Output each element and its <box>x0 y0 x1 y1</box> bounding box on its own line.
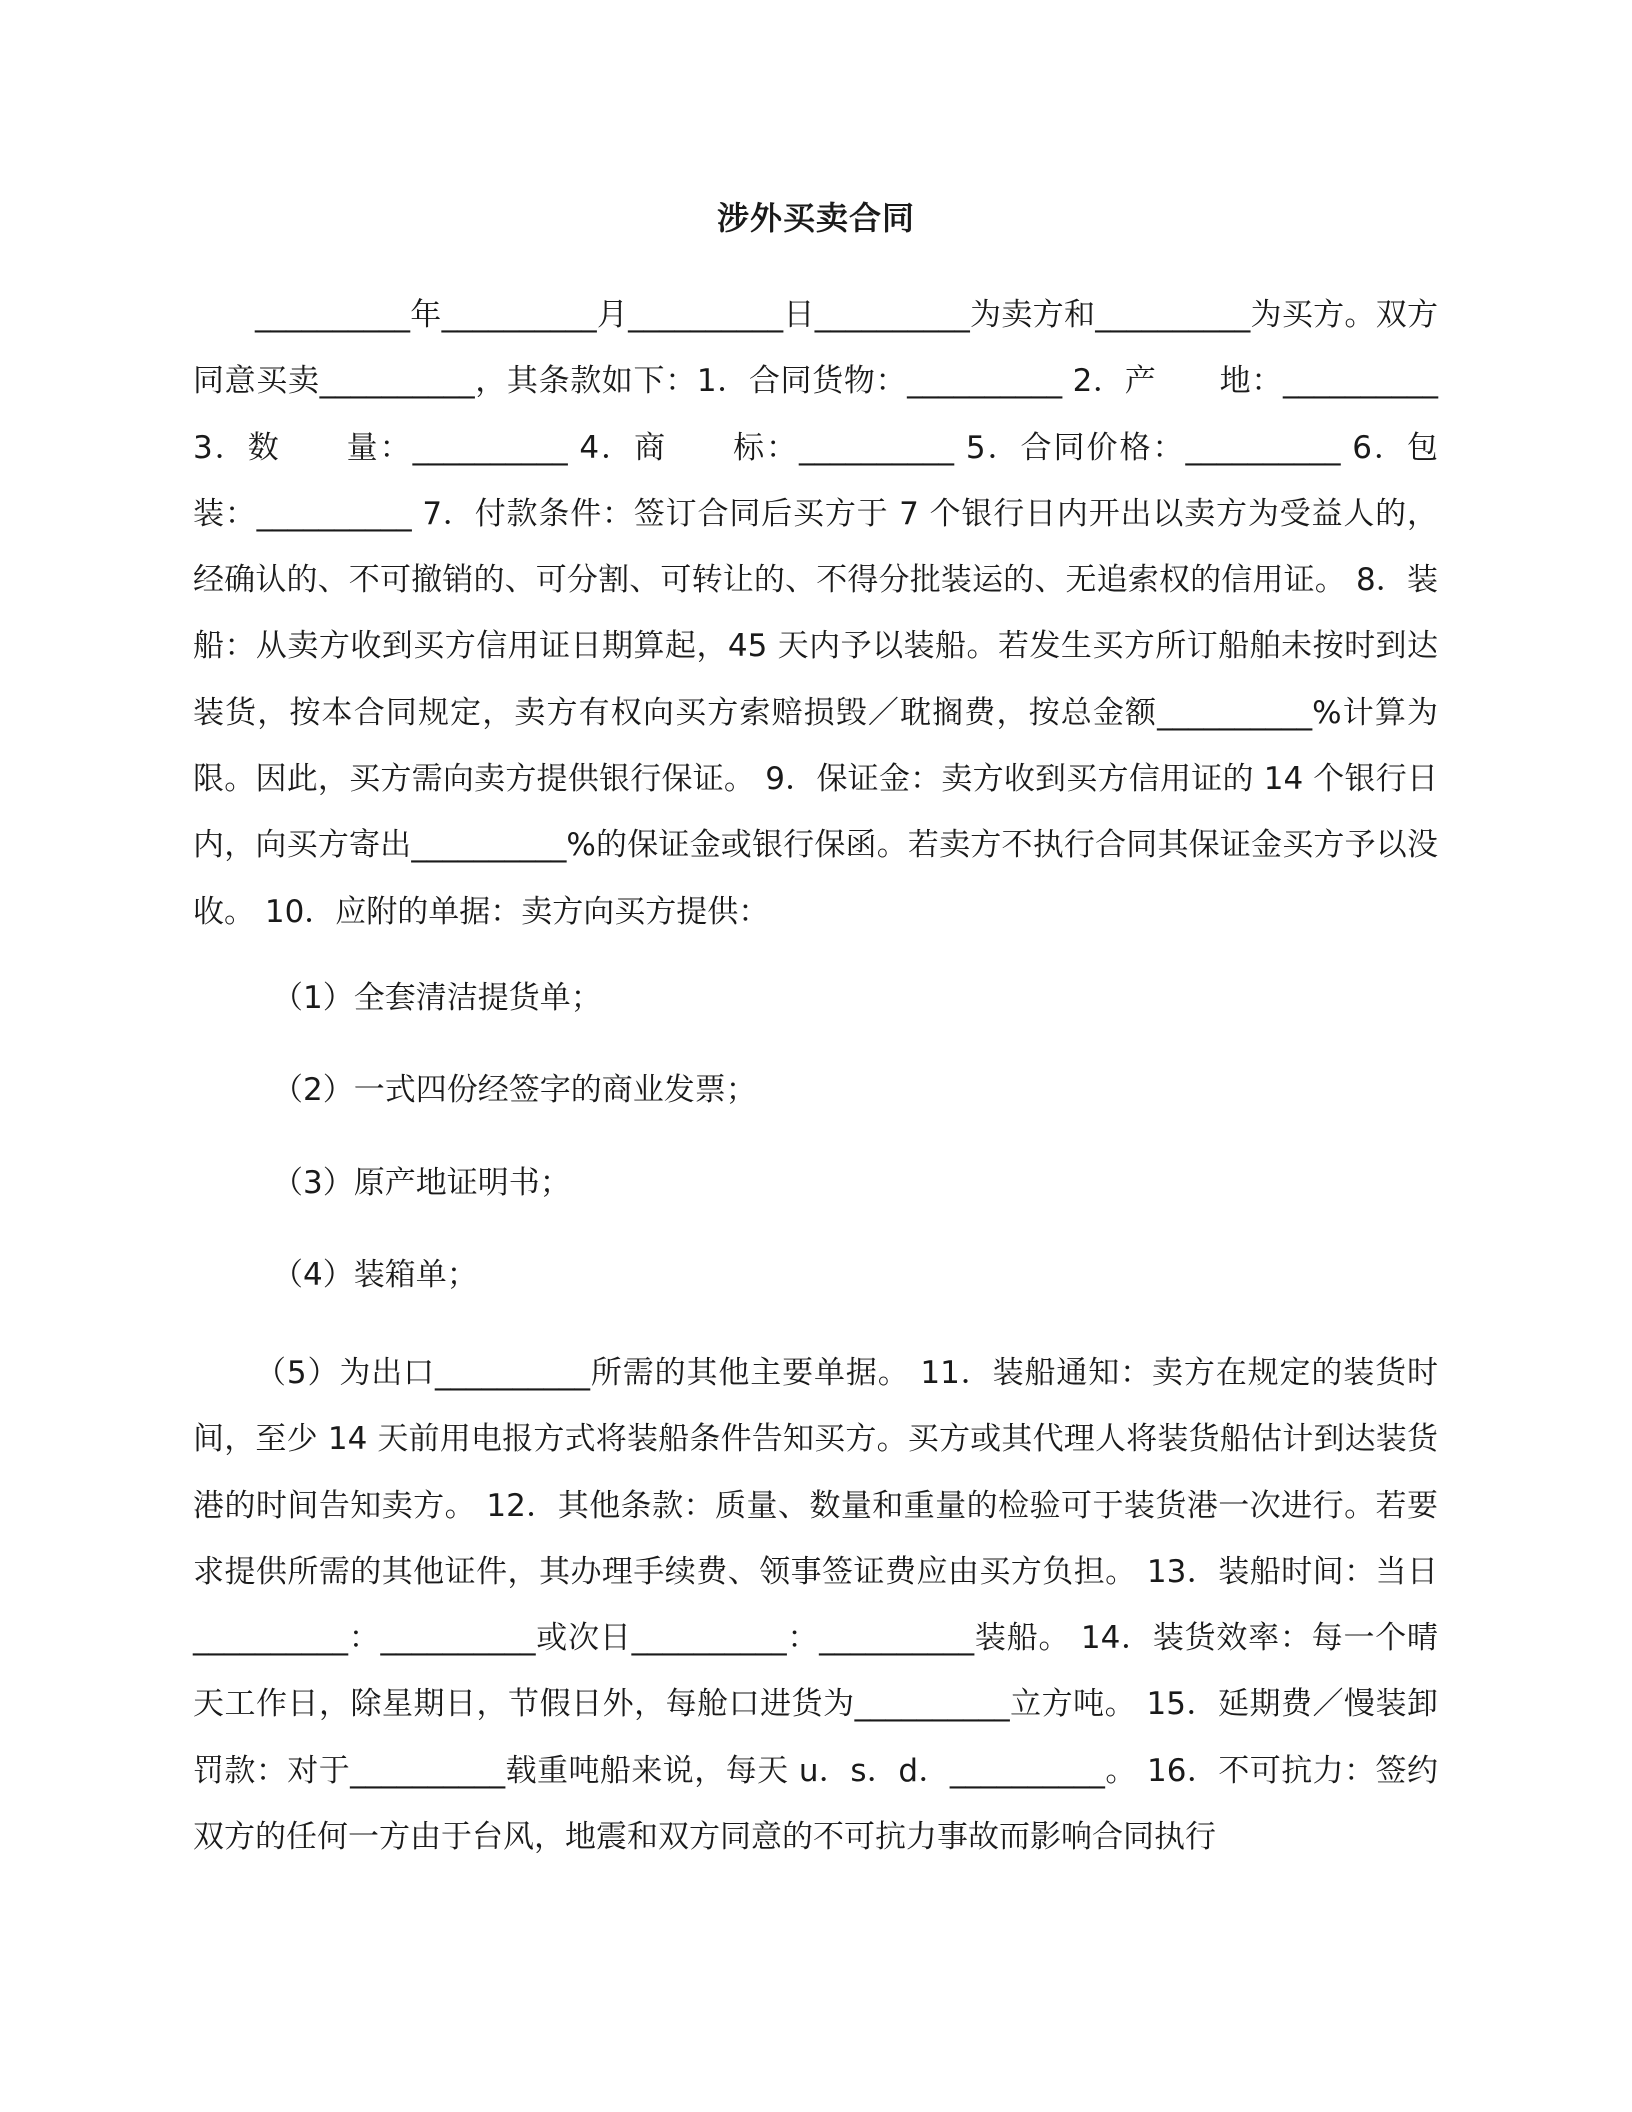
contract-paragraph-2: （5）为出口__________所需的其他主要单据。 11．装船通知：卖方在规定的装货时间，至少 14 天前用电报方式将装船条件告知买方。买方或其代理人将装货船估计到达装货港的时间告知卖方。 12．其他条款：质量、数量和重量的检验可于装货港一次进行。若要求提供所需的其他证件，其办理手续费、领事签证费应由买方负担。 13．装船时间：当日__________：__________或次日__________：__________装船。 14．装货效率：每一个晴天工作日，除星期日，节假日外，每舱口进货为__________立方吨。 15．延期费／慢装卸罚款：对于__________载重吨船来说，每天 u．s．d．__________。 16．不可抗力：签约双方的任何一方由于台风，地震和双方同意的不可抗力事故而影响合同执行 <box>193 1355 1438 1856</box>
document-list-item-3: （3）原产地证明书； <box>272 1165 571 1201</box>
document-list-item-1: （1）全套清洁提货单； <box>272 980 602 1016</box>
document-list-item-2: （2）一式四份经签字的商业发票； <box>272 1072 757 1108</box>
document-title: 涉外买卖合同 <box>716 199 915 237</box>
contract-body-part-1 <box>193 282 1500 945</box>
document-list-item-4: （4）装箱单； <box>272 1257 478 1293</box>
contract-body-part-2 <box>193 1340 1438 1870</box>
contract-paragraph-1: __________年__________月__________日__________为卖方和__________为买方。双方同意买卖__________，其条款如下：1．合同货物：__________ 2．产 地：__________ 3．数 量：__________ 4．商 标：__________ 5．合同价格：__________ 6．包 装：__________ 7．付款条件：签订合同后买方于 7 个银行日内开出以卖方为受益人的，经确认的、不可撤销的、可分割、可转让的、不得分批装运的、无追索权的信用证。 8．装船：从卖方收到买方信用证日期算起，45 天内予以装船。若发生买方所订船舶未按时到达装货，按本合同规定，卖方有权向买方索赔损毁／耽搁费，按总金额__________%计算为限。因此，买方需向卖方提供银行保证。 9．保证金：卖方收到买方信用证的 14 个银行日内，向买方寄出__________%的保证金或银行保函。若卖方不执行合同其保证金买方予以没收。 10．应附的单据：卖方向买方提供： <box>193 297 1500 930</box>
